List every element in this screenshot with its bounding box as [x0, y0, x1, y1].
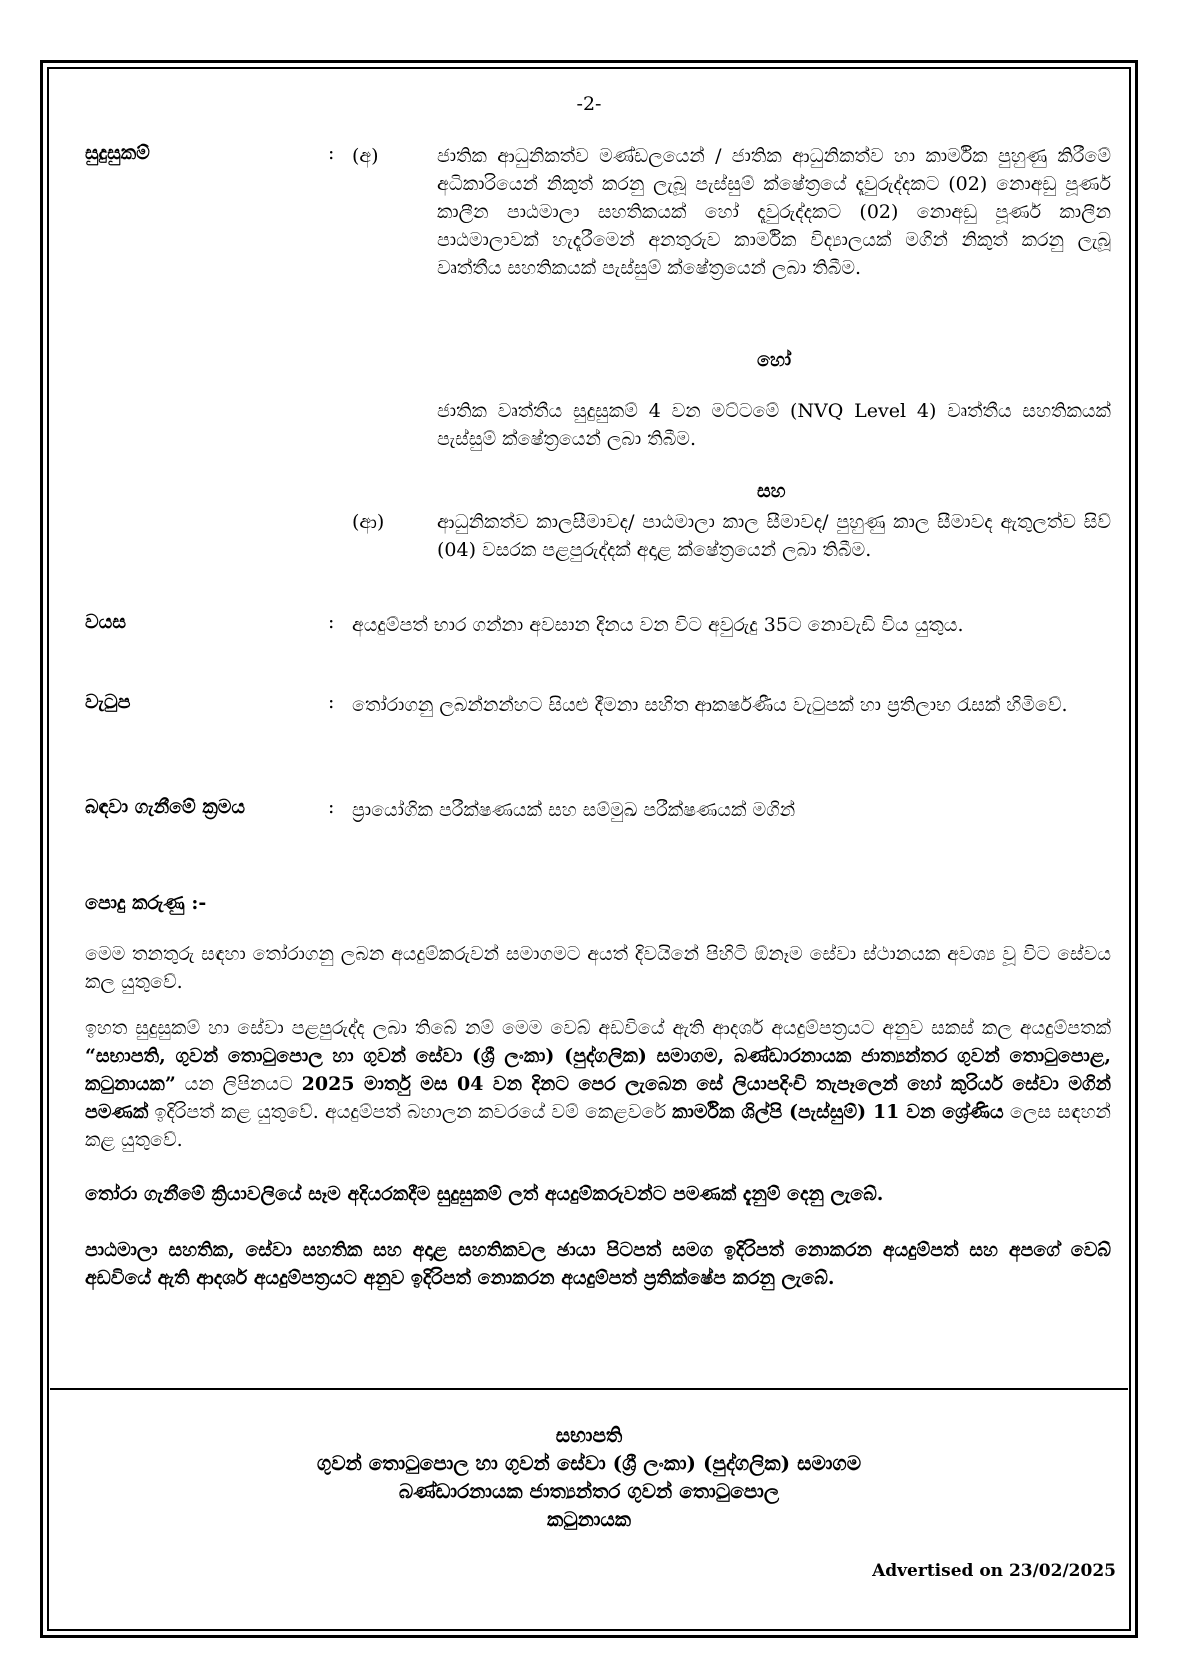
- qualification-a-text: ජාතික ආධුනිකත්ව මණ්ඩලයෙන් / ජාතික ආධුනිකත්ව හා කාර්මික පුහුණු කිරීමේ අධිකාරියෙන් නිකුත් කරනු ලැබූ පැස්සුම් ක්ෂේත්‍රයේ දෑවුරුද්දකට (02) නොඅඩු පූර්ණ කාලීන පාඨමාලා සහතිකයක් හෝ දෑවුරුද්දකට (02) නොඅඩු පූර්ණ කාලීන පාඨමාලාවක් හැදෑරීමෙන් අනතුරුව කාර්මික විද්‍යාලයක් මගින් නිකුත් කරනු ලැබූ වෘත්තීය සහතිකයක් පැස්සුම් ක්ෂේත්‍රයෙන් ලබා තිබීම.: [437, 145, 1111, 279]
- para2-address: “සභාපති, ගුවන් තොටුපොල හා ගුවන් සේවා (ශ්‍රී ලංකා) (පුද්ගලික) සමාගම, බණ්ඩාරනායක ජාත්‍යන්තර ගුවන් තොටුපොළ, කටුනායක”: [85, 1045, 1111, 1095]
- salary-label: වැටුප: [85, 691, 131, 713]
- page-number: -2-: [576, 93, 602, 115]
- general-paragraph-3: තෝරා ගැනීමේ ක්‍රියාවලියේ සෑම අදියරකදීම සුදුසුකම් ලත් අයදුම්කරුවන්ට පමණක් දැනුම් දෙනු ලැබේ.: [85, 1183, 884, 1205]
- inner-border: [47, 67, 1131, 1631]
- recruitment-colon: :: [328, 796, 335, 818]
- qualification-aa-text: ආධුනිකත්ව කාලසීමාවද/ පාඨමාලා කාල සීමාවද/ පුහුණු කාල සීමාවද ඇතුලත්ව සිව් (04) වසරක පළපුරුද්දක් අදාළ ක්ෂේත්‍රයෙන් ලබා තිබීම.: [437, 511, 1111, 561]
- qualification-a-marker: (අ): [352, 145, 379, 167]
- age-colon: :: [328, 611, 335, 633]
- salary-text: තෝරාගනු ලබන්නන්හට සියළු දීමනා සහිත ආකර්ෂණීය වැටුපක් හා ප්‍රතිලාභ රැසක් හිමිවේ.: [352, 694, 1068, 716]
- para2-text-2: යන ලිපිනයට: [175, 1073, 302, 1095]
- salary-colon: :: [328, 691, 335, 713]
- footer-airport: බණ්ඩාරනායක ජාත්‍යන්තර ගුවන් තොටුපොල: [398, 1479, 780, 1503]
- general-paragraph-1: මෙම තනතුරු සඳහා තෝරාගනු ලබන අයදුම්කරුවන් සමාගමට අයත් දිවයිනේ පිහිටි ඕනෑම සේවා ස්ථානයක අවශ්‍ය වූ විට සේවය කල යුතුවේ.: [85, 943, 1111, 993]
- general-heading: පොදු කරුණු :-: [85, 892, 207, 914]
- recruitment-text: ප්‍රායෝගික පරීක්ෂණයක් සහ සම්මුඛ පරීක්ෂණයක් මගින්: [352, 799, 796, 821]
- para2-post-title: කාර්මික ශිල්පි (පැස්සුම්) 11 වන ශ්‍රේණිය: [672, 1101, 1004, 1123]
- para2-deadline: 2025 මාර්තු මස 04 වන දිනට පෙර ලැබෙන සේ ලියාපදිංචි තැපෑලෙන් හෝ කුරියර් සේවා මගින් පමණක්: [85, 1073, 1111, 1123]
- or-label: හෝ: [757, 349, 792, 371]
- qualifications-colon: :: [328, 142, 335, 164]
- qualifications-label: සුදුසුකම්: [85, 142, 150, 164]
- nvq-text: ජාතික වෘත්තීය සුදුසුකම් 4 වන මට්ටමේ (NVQ Level 4) වෘත්තීය සහතිකයක් පැස්සුම් ක්ෂේත්‍රයෙන් ලබා තිබීම.: [437, 400, 1111, 450]
- footer-divider: [50, 1388, 1128, 1390]
- para2-text-3: ඉදිරිපත් කළ යුතුවේ. අයදුම්පත් බහාලන කවරයේ වම් කෙළවරේ: [148, 1101, 673, 1123]
- footer-company: ගුවන් තොටුපොල හා ගුවන් සේවා (ශ්‍රී ලංකා) (පුද්ගලික) සමාගම: [316, 1451, 862, 1475]
- qualification-aa-marker: (ආ): [352, 511, 385, 533]
- age-label: වයස: [85, 611, 126, 633]
- general-paragraph-2: [85, 1014, 1111, 1154]
- and-label: සහ: [757, 480, 786, 502]
- general-paragraph-4: පාඨමාලා සහතික, සේවා සහතික සහ අදාළ සහතිකවල ඡායා පිටපත් සමග ඉදිරිපත් නොකරන අයදුම්පත් සහ අපගේ වෙබ් අඩවියේ ඇති ආදර්ශ අයදුම්පත්‍රයට අනුව ඉදිරිපත් නොකරන අයදුම්පත් ප්‍රතික්ෂේප කරනු ලැබේ.: [85, 1239, 1111, 1289]
- age-text: අයදුම්පත් භාර ගන්නා අවසාන දිනය වන විට අවුරුදු 35ට නොවැඩි විය යුතුය.: [352, 614, 964, 636]
- footer-location: කටුනායක: [546, 1507, 632, 1531]
- para2-text-4: ලෙස සඳහන් කළ යුතුවේ.: [85, 1101, 1111, 1151]
- footer-title: සභාපති: [555, 1423, 623, 1447]
- recruitment-label: බඳවා ගැනීමේ ක්‍රමය: [85, 796, 246, 818]
- para2-text-1: ඉහත සුදුසුකම් හා සේවා පළපුරුද්ද ලබා තිබේ නම් මෙම වෙබ් අඩවියේ ඇති ආදර්ශ අයදුම්පත්‍රයට අනුව සකස් කල අයදුම්පතක්: [85, 1017, 1111, 1039]
- advertised-date: Advertised on 23/02/2025: [872, 1561, 1116, 1581]
